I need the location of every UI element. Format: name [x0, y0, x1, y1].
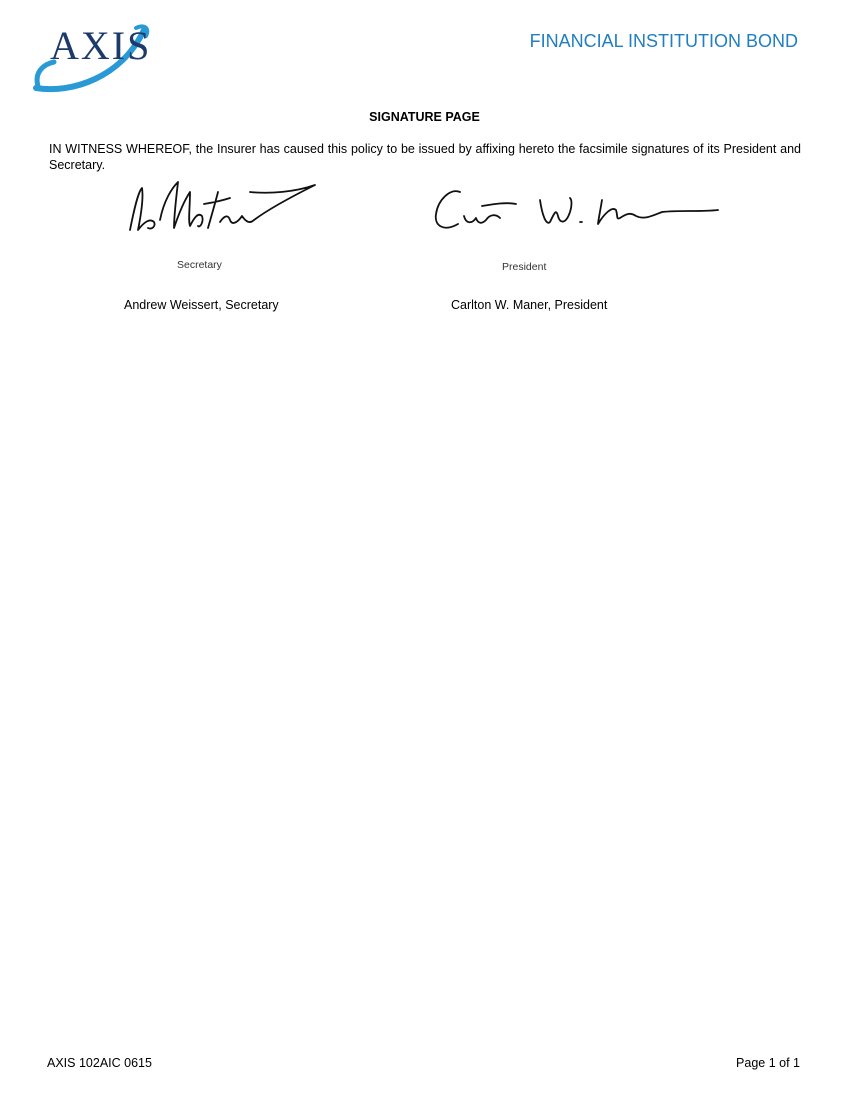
form-number: AXIS 102AIC 0615 — [47, 1056, 152, 1070]
president-caption: President — [502, 261, 547, 273]
witness-statement: IN WITNESS WHEREOF, the Insurer has caused this policy to be issued by affixing hereto the facsimile signatures of its President and Secretary. — [49, 142, 801, 172]
page-number: Page 1 of 1 — [736, 1056, 800, 1070]
page-heading: SIGNATURE PAGE — [369, 110, 480, 124]
logo-wordmark: AXIS — [50, 23, 152, 68]
secretary-caption: Secretary — [177, 259, 222, 271]
president-signature — [430, 180, 730, 245]
secretary-printed-name: Andrew Weissert, Secretary — [124, 298, 279, 312]
document-type-title: FINANCIAL INSTITUTION BOND — [529, 31, 798, 51]
president-printed-name: Carlton W. Maner, President — [451, 298, 608, 312]
secretary-signature — [120, 170, 320, 245]
axis-logo — [32, 22, 152, 94]
